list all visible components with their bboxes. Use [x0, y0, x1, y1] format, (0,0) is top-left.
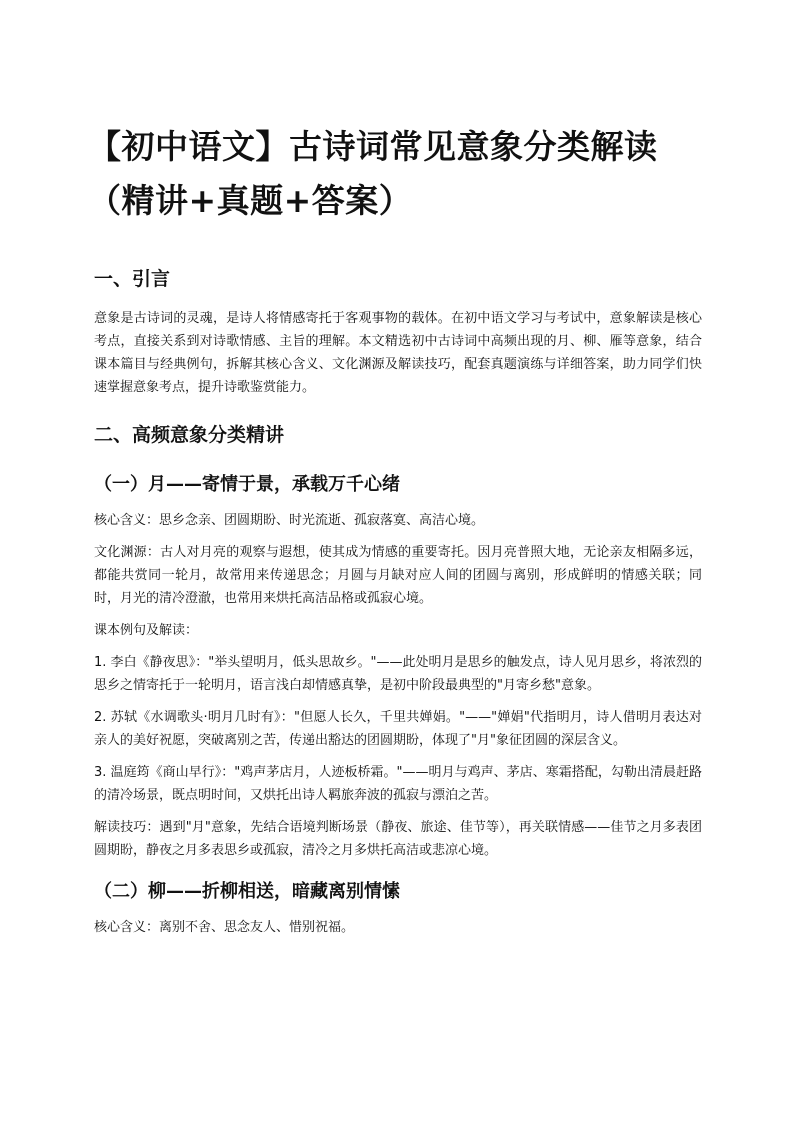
title-line-2: （精讲+真题+答案） [88, 181, 413, 220]
moon-examples-label: 课本例句及解读： [94, 623, 199, 638]
moon-example-3: 3. 温庭筠《商山早行》："鸡声茅店月，人迹板桥霜。"——明月与鸡声、茅店、寒霜搭配，勾勒出清晨赶路的清冷场景，既点明时间，又烘托出诗人羁旅奔波的孤寂与漂泊之苦。 [94, 765, 702, 803]
introduction-paragraph: 意象是古诗词的灵魂，是诗人将情感寄托于客观事物的载体。在初中语文学习与考试中，意象解读是核心考点，直接关系到对诗歌情感、主旨的理解。本文精选初中古诗词中高频出现的月、柳、雁等意象，结合课本篇目与经典例句，拆解其核心含义、文化渊源及解读技巧，配套真题演练与详细答案，助力同学们快速掌握意象考点，提升诗歌鉴赏能力。 [94, 311, 702, 395]
document-page [88, 120, 702, 948]
moon-example-1: 1. 李白《静夜思》："举头望明月，低头思故乡。"——此处明月是思乡的触发点，诗人见月思乡，将浓烈的思乡之情寄托于一轮明月，语言浅白却情感真挚，是初中阶段最典型的"月寄乡愁"意象。 [94, 655, 702, 693]
subsection-heading-moon: （一）月——寄情于景，承载万千心绪 [94, 474, 400, 495]
section-heading-introduction: 一、引言 [94, 268, 171, 290]
document-title [88, 120, 702, 228]
moon-core-meaning: 核心含义：思乡念亲、团圆期盼、时光流逝、孤寂落寞、高洁心境。 [94, 513, 485, 528]
moon-interpretation-tips: 解读技巧：遇到"月"意象，先结合语境判断场景（静夜、旅途、佳节等），再关联情感——佳节之月多表团圆期盼，静夜之月多表思乡或孤寂，清冷之月多烘托高洁或悲凉心境。 [94, 820, 702, 858]
subsection-heading-willow: （二）柳——折柳相送，暗藏离别情愫 [94, 881, 400, 902]
willow-core-meaning: 核心含义：离别不舍、思念友人、惜别祝福。 [94, 920, 355, 935]
moon-cultural-origin: 文化渊源：古人对月亮的观察与遐想，使其成为情感的重要寄托。因月亮普照大地，无论亲友相隔多远，都能共赏同一轮月，故常用来传递思念；月圆与月缺对应人间的团圆与离别，形成鲜明的情感关联；同时，月光的清冷澄澈，也常用来烘托高洁品格或孤寂心境。 [94, 545, 702, 606]
title-line-1: 【初中语文】古诗词常见意象分类解读 [88, 127, 658, 166]
moon-example-2: 2. 苏轼《水调歌头·明月几时有》："但愿人长久，千里共婵娟。"——"婵娟"代指明月，诗人借明月表达对亲人的美好祝愿，突破离别之苦，传递出豁达的团圆期盼，体现了"月"象征团圆的深层含义。 [94, 710, 702, 748]
section-heading-imagery: 二、高频意象分类精讲 [94, 424, 285, 446]
